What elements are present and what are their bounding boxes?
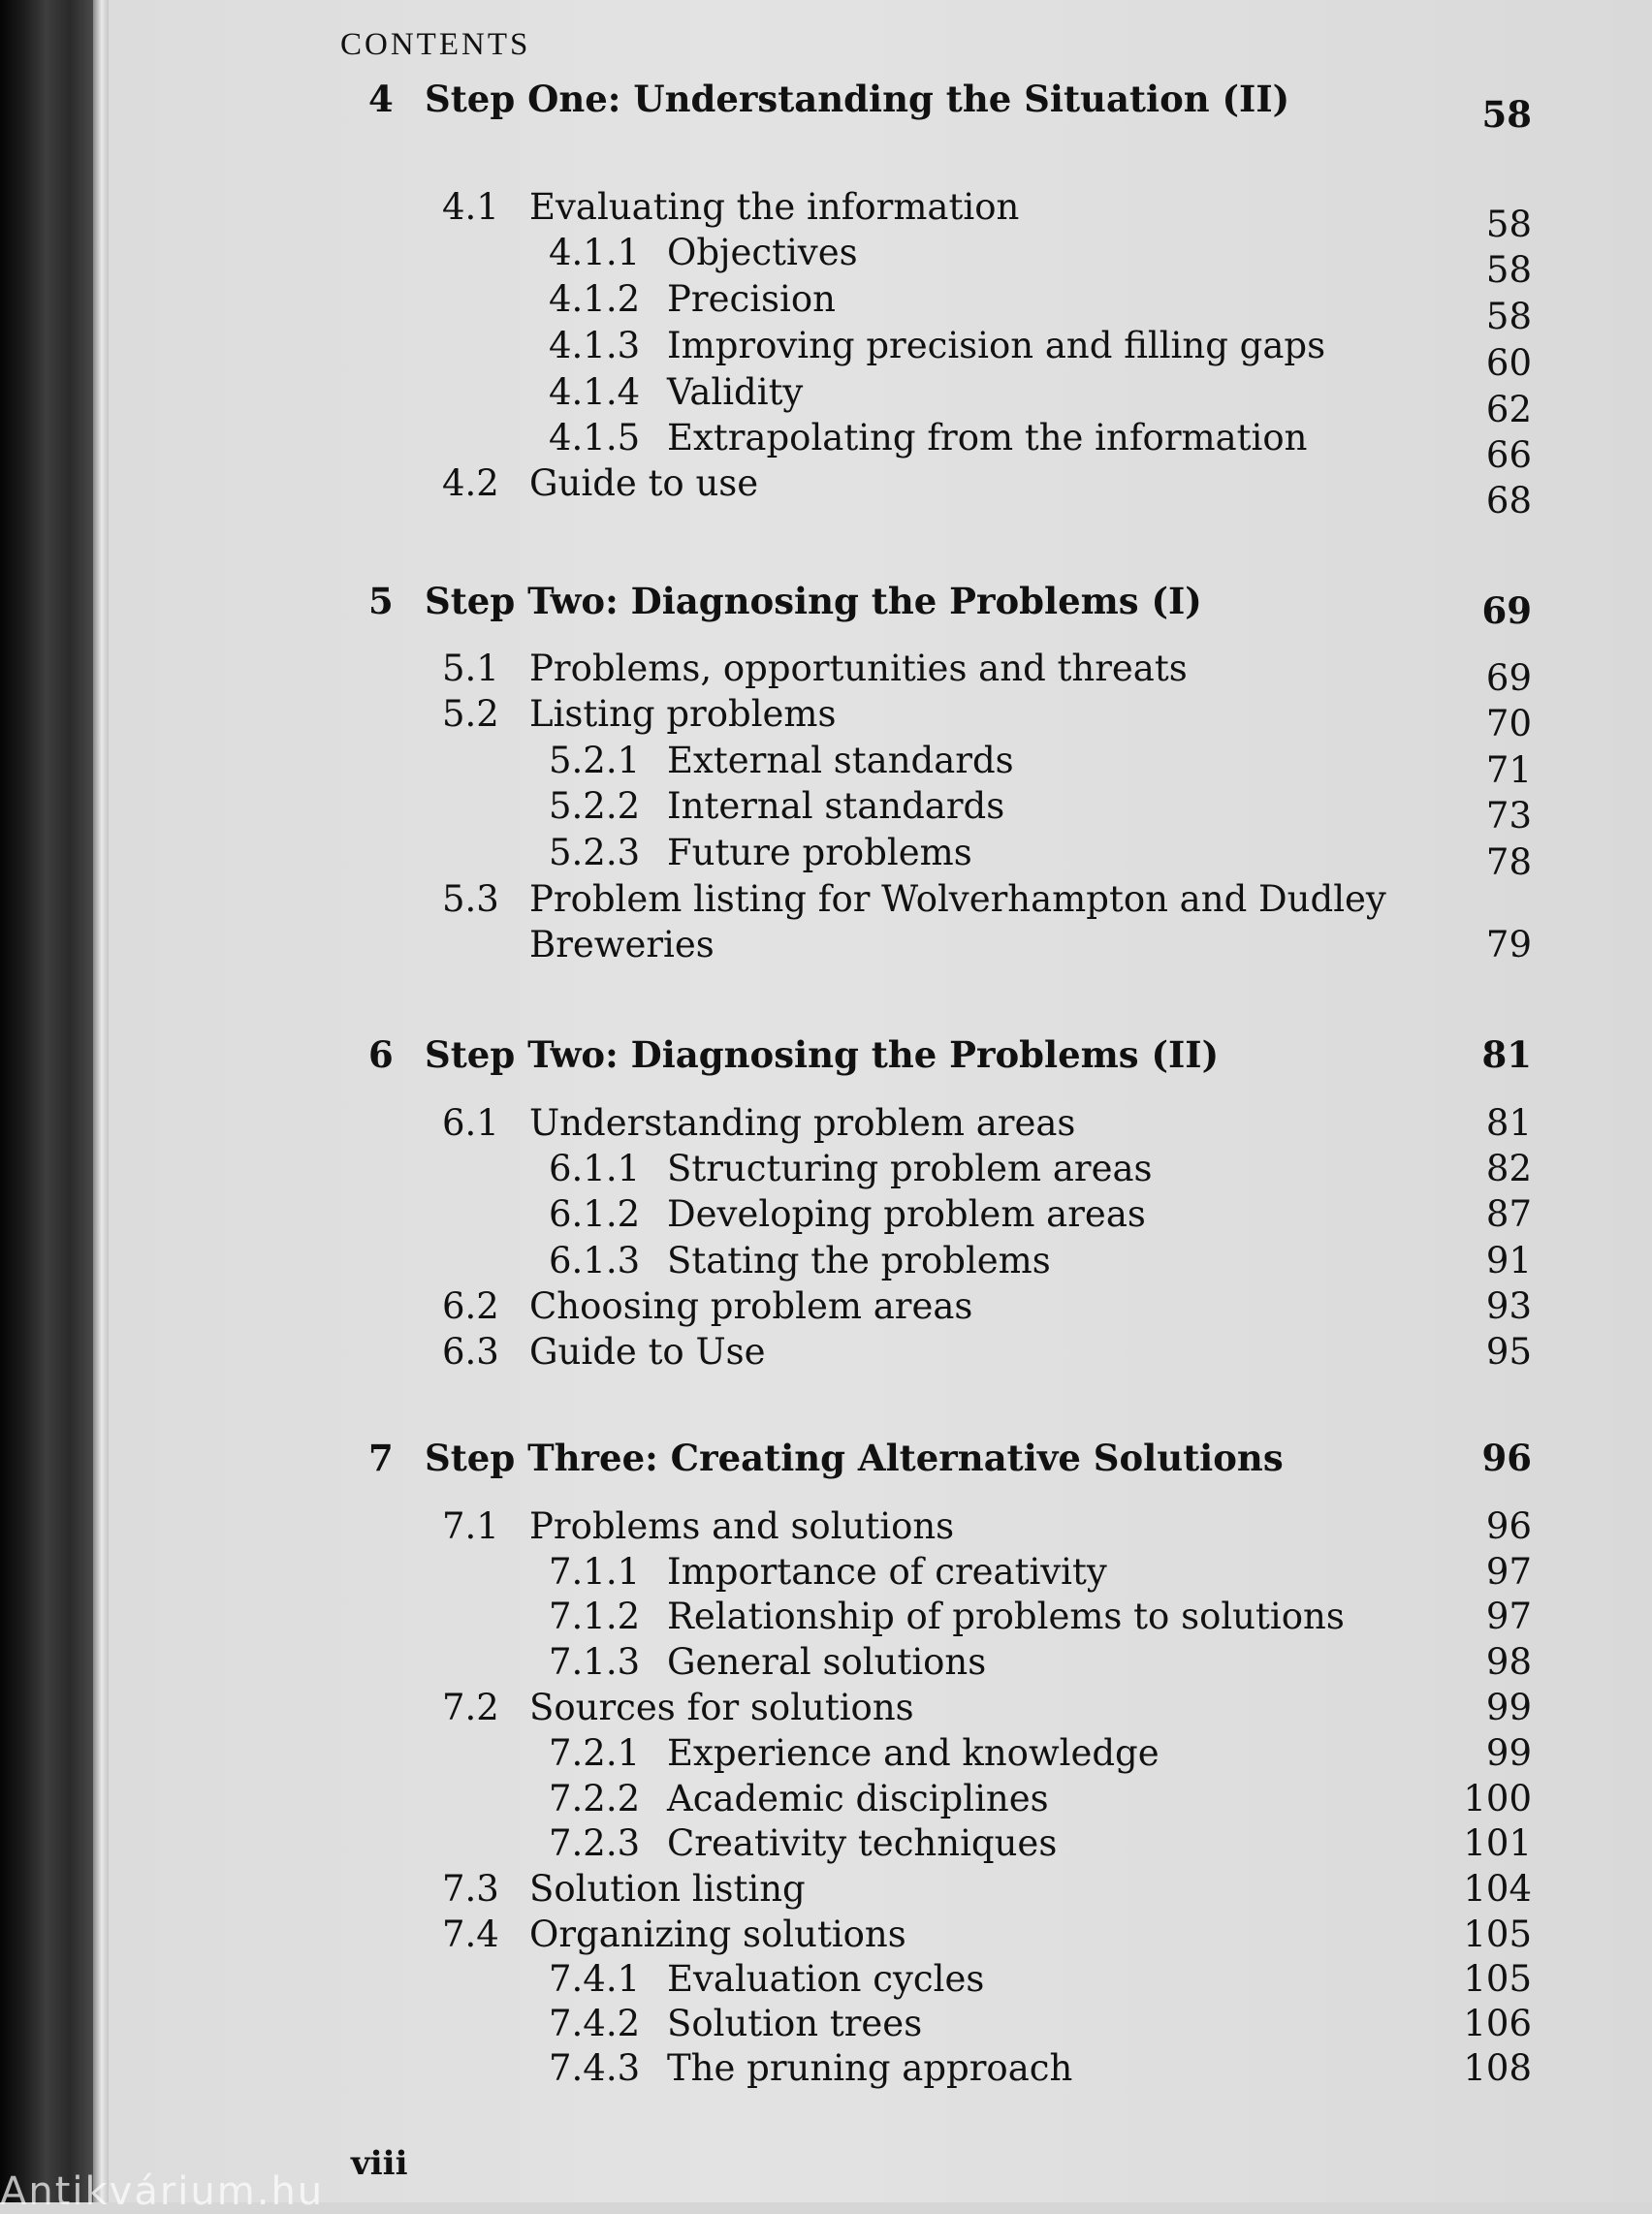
subsection-title: Stating the problems [667, 1240, 1051, 1281]
toc-chapter-5 [0, 578, 1652, 632]
subsection-title: Internal standards [667, 785, 1005, 827]
subsection-title: Improving precision and filling gaps [667, 325, 1326, 366]
page-number: 95 [1485, 1331, 1532, 1373]
page-number: 81 [1481, 1033, 1532, 1076]
subsection-title: Academic disciplines [667, 1778, 1049, 1819]
page-number: 91 [1485, 1240, 1532, 1281]
page-number: 96 [1485, 1505, 1532, 1547]
toc-subsection-5-2-1 [0, 738, 1652, 791]
page-number: 104 [1463, 1868, 1532, 1910]
subsection-title: General solutions [667, 1641, 987, 1683]
chapter-number: 5 [368, 580, 394, 622]
subsection-title: Importance of creativity [667, 1551, 1107, 1593]
toc-section-5-3 [0, 876, 1652, 923]
toc-subsection-7-1-2 [0, 1594, 1652, 1640]
page-number: 106 [1463, 2003, 1532, 2044]
page-number: 66 [1485, 434, 1532, 476]
page-number: 98 [1485, 1641, 1532, 1683]
toc-chapter-4 [0, 76, 1652, 136]
toc-subsection-5-2-2 [0, 783, 1652, 837]
page-number: 105 [1463, 1958, 1532, 2000]
toc-subsection-7-2-3 [0, 1820, 1652, 1867]
chapter-number: 7 [368, 1437, 394, 1479]
page-number: 108 [1463, 2047, 1532, 2089]
page-number: 81 [1485, 1102, 1532, 1144]
toc-section-5-3-continued [0, 922, 1652, 968]
page-number: 78 [1485, 841, 1532, 883]
chapter-title: Step One: Understanding the Situation (II) [425, 78, 1290, 120]
page-number: 96 [1481, 1437, 1532, 1479]
toc-subsection-6-1-2 [0, 1191, 1652, 1238]
subsection-title: Future problems [667, 832, 972, 873]
subsection-number: 4.1.4 [549, 371, 641, 413]
section-title: Problem listing for Wolverhampton and Dudley [529, 878, 1386, 920]
section-number: 7.1 [442, 1505, 499, 1547]
page-number: 60 [1485, 342, 1532, 384]
section-title: Evaluating the information [529, 186, 1020, 228]
subsection-number: 7.4.2 [549, 2003, 641, 2044]
page-number: 82 [1485, 1148, 1532, 1189]
toc-subsection-7-2-2 [0, 1776, 1652, 1822]
subsection-number: 7.2.1 [549, 1732, 641, 1774]
page-number: 97 [1485, 1596, 1532, 1637]
section-number: 6.3 [442, 1331, 499, 1373]
subsection-title: Developing problem areas [667, 1193, 1146, 1235]
subsection-number: 7.1.2 [549, 1596, 641, 1637]
page-number: 87 [1485, 1193, 1532, 1235]
subsection-title: Objectives [667, 232, 858, 273]
subsection-number: 7.4.3 [549, 2047, 641, 2089]
toc-section-7-2 [0, 1685, 1652, 1731]
toc-subsection-7-1-1 [0, 1549, 1652, 1596]
toc-subsection-4-1-2 [0, 276, 1652, 337]
toc-section-7-4 [0, 1912, 1652, 1958]
toc-section-5-1 [0, 646, 1652, 699]
running-head: CONTENTS [340, 27, 531, 62]
chapter-title: Step Three: Creating Alternative Solutions [425, 1437, 1284, 1479]
toc-section-7-3 [0, 1866, 1652, 1913]
section-title: Choosing problem areas [529, 1285, 973, 1327]
chapter-number: 6 [368, 1033, 394, 1076]
subsection-number: 7.4.1 [549, 1958, 641, 2000]
chapter-number: 4 [368, 78, 394, 120]
subsection-number: 7.2.2 [549, 1778, 641, 1819]
subsection-title: Extrapolating from the information [667, 417, 1308, 459]
subsection-number: 5.2.2 [549, 785, 641, 827]
page-number: 58 [1485, 296, 1532, 337]
toc-subsection-6-1-3 [0, 1238, 1652, 1284]
section-title: Sources for solutions [529, 1687, 914, 1728]
section-title: Problems, opportunities and threats [529, 648, 1188, 689]
toc-chapter-7 [0, 1435, 1652, 1481]
subsection-number: 5.2.3 [549, 832, 641, 873]
subsection-number: 7.2.3 [549, 1822, 641, 1864]
subsection-title: The pruning approach [667, 2047, 1073, 2089]
section-title: Guide to use [529, 462, 759, 504]
toc-subsection-5-2-3 [0, 830, 1652, 883]
page-number: 79 [1485, 924, 1532, 965]
section-number: 6.2 [442, 1285, 499, 1327]
toc-section-5-2 [0, 691, 1652, 744]
toc-section-6-1 [0, 1100, 1652, 1147]
toc-section-6-3 [0, 1329, 1652, 1376]
section-number: 5.2 [442, 693, 499, 735]
section-title: Problems and solutions [529, 1505, 955, 1547]
toc-section-4-1 [0, 184, 1652, 245]
toc-subsection-4-1-5 [0, 415, 1652, 476]
subsection-title: Evaluation cycles [667, 1958, 985, 2000]
section-title: Organizing solutions [529, 1914, 906, 1955]
subsection-number: 5.2.1 [549, 740, 641, 781]
subsection-number: 7.1.1 [549, 1551, 641, 1593]
subsection-title: Structuring problem areas [667, 1148, 1153, 1189]
section-title: Guide to Use [529, 1331, 766, 1373]
page-number: 58 [1485, 204, 1532, 245]
watermark-text: Antikvárium.hu [0, 2169, 325, 2214]
section-number: 7.4 [442, 1914, 499, 1955]
section-number: 7.2 [442, 1687, 499, 1728]
page-number: 105 [1463, 1914, 1532, 1955]
section-number: 5.3 [442, 878, 499, 920]
page-number: 62 [1485, 389, 1532, 430]
page-number: 69 [1485, 657, 1532, 699]
subsection-number: 6.1.2 [549, 1193, 641, 1235]
toc-subsection-4-1-1 [0, 230, 1652, 291]
page-number: 58 [1485, 249, 1532, 291]
toc-subsection-7-1-3 [0, 1639, 1652, 1686]
page-number: 99 [1485, 1687, 1532, 1728]
toc-subsection-4-1-4 [0, 369, 1652, 430]
subsection-number: 6.1.3 [549, 1240, 641, 1281]
subsection-title: Relationship of problems to solutions [667, 1596, 1345, 1637]
toc-subsection-7-4-2 [0, 2001, 1652, 2047]
toc-subsection-7-4-1 [0, 1956, 1652, 2003]
section-number: 7.3 [442, 1868, 499, 1910]
section-title: Solution listing [529, 1868, 806, 1910]
subsection-number: 4.1.5 [549, 417, 641, 459]
page-number: 97 [1485, 1551, 1532, 1593]
subsection-number: 4.1.1 [549, 232, 641, 273]
toc-section-7-1 [0, 1503, 1652, 1550]
page-number: 101 [1463, 1822, 1532, 1864]
page-number: 70 [1485, 703, 1532, 744]
page-number: 69 [1481, 589, 1532, 632]
toc-subsection-7-4-3 [0, 2045, 1652, 2092]
page-number: 100 [1463, 1778, 1532, 1819]
section-title: Understanding problem areas [529, 1102, 1076, 1144]
page-number: 71 [1485, 749, 1532, 791]
subsection-title: Solution trees [667, 2003, 923, 2044]
section-title-continued: Breweries [529, 924, 715, 965]
toc-subsection-7-2-1 [0, 1730, 1652, 1777]
subsection-number: 6.1.1 [549, 1148, 641, 1189]
subsection-number: 4.1.3 [549, 325, 641, 366]
subsection-number: 7.1.3 [549, 1641, 641, 1683]
toc-subsection-4-1-3 [0, 323, 1652, 384]
section-number: 6.1 [442, 1102, 499, 1144]
page-number: 99 [1485, 1732, 1532, 1774]
subsection-title: Precision [667, 278, 836, 320]
section-number: 4.1 [442, 186, 499, 228]
chapter-title: Step Two: Diagnosing the Problems (I) [425, 580, 1202, 622]
page-number: 93 [1485, 1285, 1532, 1327]
toc-section-4-2 [0, 460, 1652, 522]
subsection-title: Experience and knowledge [667, 1732, 1160, 1774]
toc-subsection-6-1-1 [0, 1146, 1652, 1192]
subsection-title: Validity [667, 371, 804, 413]
section-number: 5.1 [442, 648, 499, 689]
toc-section-6-2 [0, 1283, 1652, 1330]
chapter-title: Step Two: Diagnosing the Problems (II) [425, 1033, 1220, 1076]
subsection-title: Creativity techniques [667, 1822, 1058, 1864]
toc-chapter-6 [0, 1031, 1652, 1078]
section-title: Listing problems [529, 693, 837, 735]
page-number: 58 [1481, 93, 1532, 136]
page-number: 68 [1485, 480, 1532, 522]
subsection-number: 4.1.2 [549, 278, 641, 320]
page-folio: viii [351, 2144, 408, 2183]
section-number: 4.2 [442, 462, 499, 504]
subsection-title: External standards [667, 740, 1014, 781]
page-number: 73 [1485, 795, 1532, 837]
